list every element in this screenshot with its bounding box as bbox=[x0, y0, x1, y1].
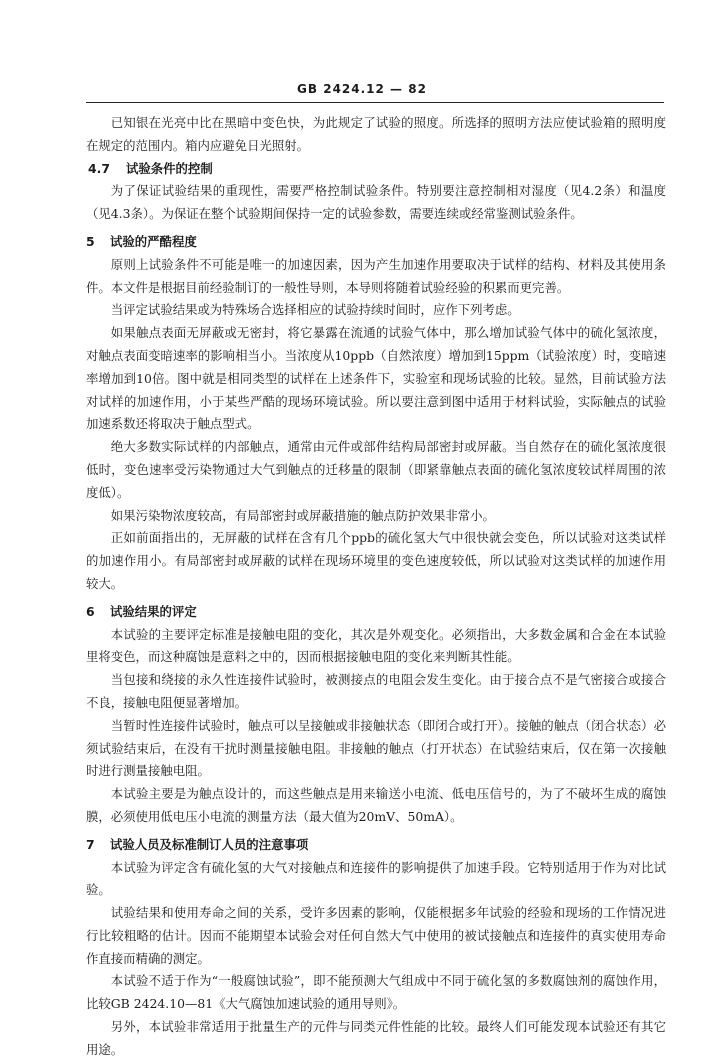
standard-code-header: GB 2424.12 — 82 bbox=[297, 82, 427, 96]
paragraph: 本试验不适于作为“一般腐蚀试验”，即不能预测大气组成中不同于硫化氢的多数腐蚀剂的腐蚀作用，比较GB 2424.10—81《大气腐蚀加速试验的通用导则》。 bbox=[86, 973, 666, 1012]
paragraph: 另外，本试验非常适用于批量生产的元件与同类元件性能的比较。最终人们可能发现本试验还有其它用途。 bbox=[86, 1019, 666, 1057]
paragraph: 如果污染物浓度较高，有局部密封或屏蔽措施的触点防护效果非常小。 bbox=[110, 507, 495, 523]
paragraph: 为了保证试验结果的重现性，需要严格控制试验条件。特别要注意控制相对湿度（见4.2条）和温度（见4.3条）。为保证在整个试验期间保持一定的试验参数，需要连续或经常鉴测试验条件。 bbox=[86, 183, 666, 222]
heading-number: 4.7 bbox=[88, 160, 110, 176]
paragraph: 当暂时性连接件试验时，触点可以呈接触或非接触状态（即闭合或打开）。接触的触点（闭合状态）必须试验结束后，在没有干扰时测量接触电阻。非接触的触点（打开状态）在试验结束后，仅在第一次接触时进行测量接触电阻。 bbox=[86, 717, 666, 779]
paragraph: 本试验的主要评定标准是接触电阻的变化，其次是外观变化。必须指出，大多数金属和合金在本试验里将变色，而这种腐蚀是意料之中的，因而根据接触电阻的变化来判断其性能。 bbox=[86, 626, 666, 665]
heading-number: 6 bbox=[86, 603, 95, 619]
paragraph: 正如前面指出的，无屏蔽的试样在含有几个ppb的硫化氢大气中很快就会变色，所以试验对这类试样的加速作用小。有局部密封或屏蔽的试样在现场环境里的变色速度较低，所以试验对这类试样的加速作用较大。 bbox=[86, 530, 666, 591]
paragraph: 绝大多数实际试样的内部触点，通常由元件或部件结构局部密封或屏蔽。当自然存在的硫化氢浓度很低时，变色速率受污染物通过大气到触点的迁移量的限制（即紧靠触点表面的硫化氢浓度较试样周围的浓度低）。 bbox=[86, 439, 666, 500]
header-rule bbox=[86, 102, 664, 103]
paragraph: 当评定试验结果或为特殊场合选择相应的试验持续时间时，应作下列考虑。 bbox=[110, 302, 520, 318]
paragraph: 原则上试验条件不可能是唯一的加速因素，因为产生加速作用要取决于试样的结构、材料及其使用条件。本文件是根据目前经验制订的一般性导则，本导则将随着试验经验的积累而更完善。 bbox=[86, 256, 666, 295]
paragraph: 如果触点表面无屏蔽或无密封，将它暴露在流通的试验气体中，那么增加试验气体中的硫化氢浓度，对触点表面变暗速率的影响相当小。当浓度从10ppb（自然浓度）增加到15ppm（试验浓度）时，变暗速率增加到10倍。图中就是相同类型的试样在上述条件下，实验室和现场试验的比较。显然，目前试验方法对试样的加速作用，小于某些严酷的现场环境试验。所以要注意到图中适用于材料试验，实际触点的试验加速系数还将取决于触点型式。 bbox=[86, 325, 666, 432]
section-heading bbox=[86, 834, 666, 857]
heading-number: 7 bbox=[86, 836, 95, 852]
heading-title: 试验条件的控制 bbox=[126, 160, 213, 176]
heading-title: 试验结果的评定 bbox=[110, 603, 197, 619]
document-body bbox=[86, 112, 666, 1062]
subsection-heading bbox=[86, 158, 666, 181]
paragraph: 已知银在光亮中比在黑暗中变色快，为此规定了试验的照度。所选择的照明方法应使试验箱的照明度在规定的范围内。箱内应避免日光照射。 bbox=[86, 115, 666, 153]
heading-title: 试验的严酷程度 bbox=[110, 233, 197, 249]
paragraph: 本试验为评定含有硫化氢的大气对接触点和连接件的影响提供了加速手段。它特别适用于作为对比试验。 bbox=[86, 859, 666, 898]
section-heading bbox=[86, 231, 666, 254]
heading-title: 试验人员及标准制订人员的注意事项 bbox=[110, 836, 309, 852]
paragraph: 当包接和绕接的永久性连接件试验时，被测接点的电阻会发生变化。由于接合点不是气密接合或接合不良，接触电阻便显著增加。 bbox=[86, 672, 666, 710]
paragraph: 试验结果和使用寿命之间的关系，受许多因素的影响，仅能根据多年试验的经验和现场的工作情况进行比较粗略的估计。因而不能期望本试验会对任何自然大气中使用的被试接触点和连接件的真实使用寿命作直接而精确的测定。 bbox=[86, 905, 666, 966]
section-heading bbox=[86, 601, 666, 624]
heading-number: 5 bbox=[86, 233, 95, 249]
paragraph: 本试验主要是为触点设计的，而这些触点是用来输送小电流、低电压信号的，为了不破坏生成的腐蚀膜，必须使用低电压小电流的测量方法（最大值为20mV、50mA）。 bbox=[86, 786, 666, 824]
